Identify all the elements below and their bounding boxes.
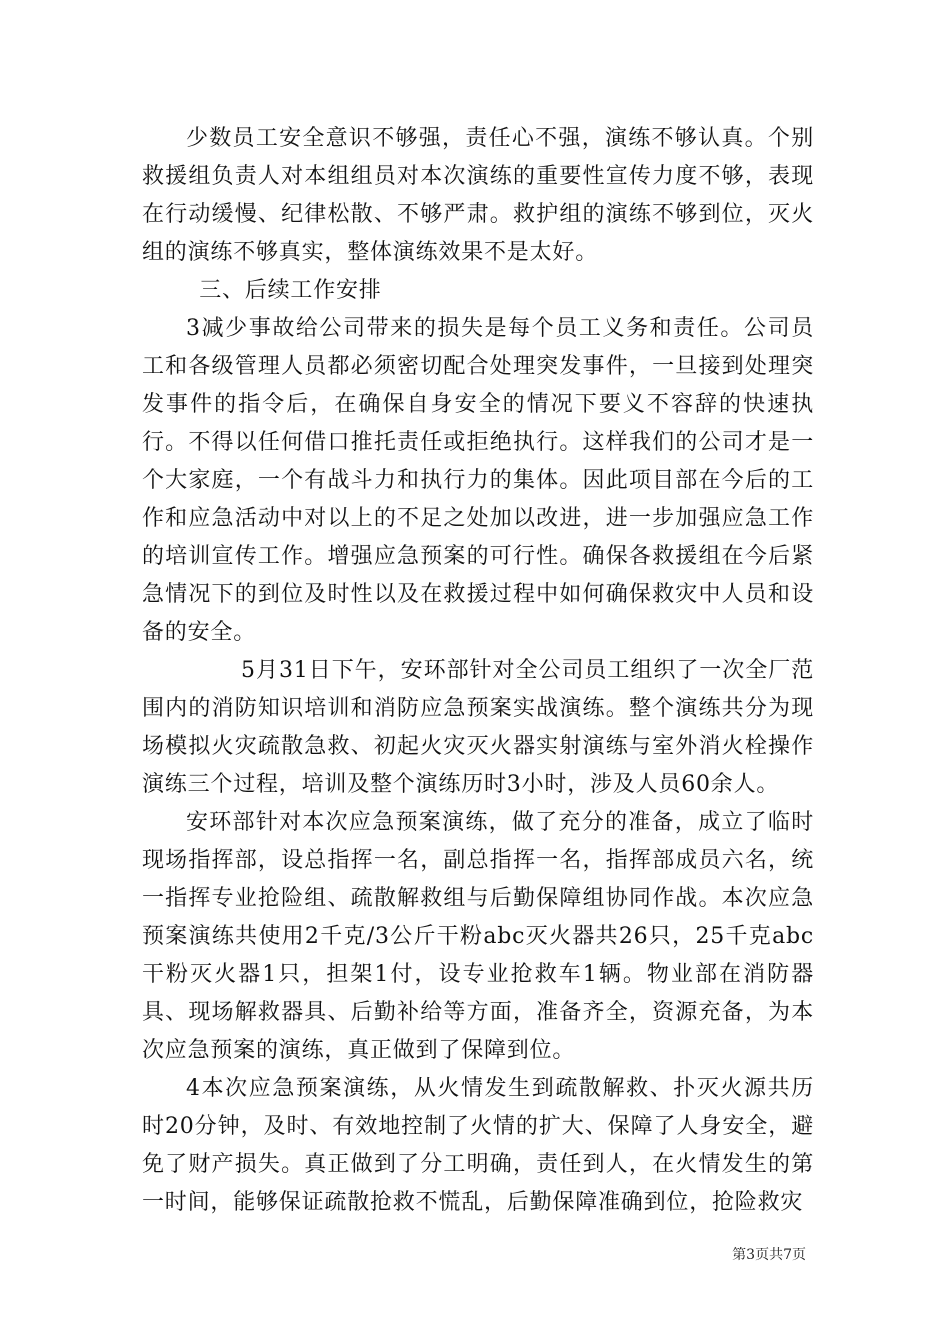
paragraph-followup: 3减少事故给公司带来的损失是每个员工义务和责任。公司员工和各级管理人员都必须密切配合处理突发事件，一旦接到处理突发事件的指令后，在确保自身安全的情况下要义不容辞的快速执行。不得以任何借口推托责任或拒绝执行。这样我们的公司才是一个大家庭，一个有战斗力和执行力的集体。因此项目部在今后的工作和应急活动中对以上的不足之处加以改进，进一步加强应急工作的培训宣传工作。增强应急预案的可行性。确保各救援组在今后紧急情况下的到位及时性以及在救援过程中如何确保救灾中人员和设备的安全。 (142, 316, 814, 645)
paragraph-problems: 少数员工安全意识不够强，责任心不强，演练不够认真。个别救援组负责人对本组组员对本次演练的重要性宣传力度不够，表现在行动缓慢、纪律松散、不够严肃。救护组的演练不够到位，灭火组的演练不够真实，整体演练效果不是太好。 (142, 126, 814, 265)
paragraph-results: 4本次应急预案演练，从火情发生到疏散解救、扑灭火源共历时20分钟，及时、有效地控制了火情的扩大、保障了人身安全，避免了财产损失。真正做到了分工明确，责任到人，在火情发生的第一时间，能够保证疏散抢救不慌乱，后勤保障准确到位，抢险救灾 (142, 1076, 814, 1215)
paragraph-preparation: 安环部针对本次应急预案演练，做了充分的准备，成立了临时现场指挥部，设总指挥一名，副总指挥一名，指挥部成员六名，统一指挥专业抢险组、疏散解救组与后勤保障组协同作战。本次应急预案演练共使用2千克/3公斤干粉abc灭火器共26只，25千克abc干粉灭火器1只，担架1付，设专业抢救车1辆。物业部在消防器具、现场解救器具、后勤补给等方面，准备齐全，资源充备，为本次应急预案的演练，真正做到了保障到位。 (142, 810, 814, 1063)
paragraph-drill-overview: 5月31日下午，安环部针对全公司员工组织了一次全厂范围内的消防知识培训和消防应急预案实战演练。整个演练共分为现场模拟火灾疏散急救、初起火灾灭火器实射演练与室外消火栓操作演练三个过程，培训及整个演练历时3小时，涉及人员60余人。 (142, 658, 814, 797)
section-heading-followup: 三、后续工作安排 (199, 278, 382, 303)
page-number: 第3页共7页 (732, 1247, 806, 1263)
document-body (142, 120, 814, 1222)
